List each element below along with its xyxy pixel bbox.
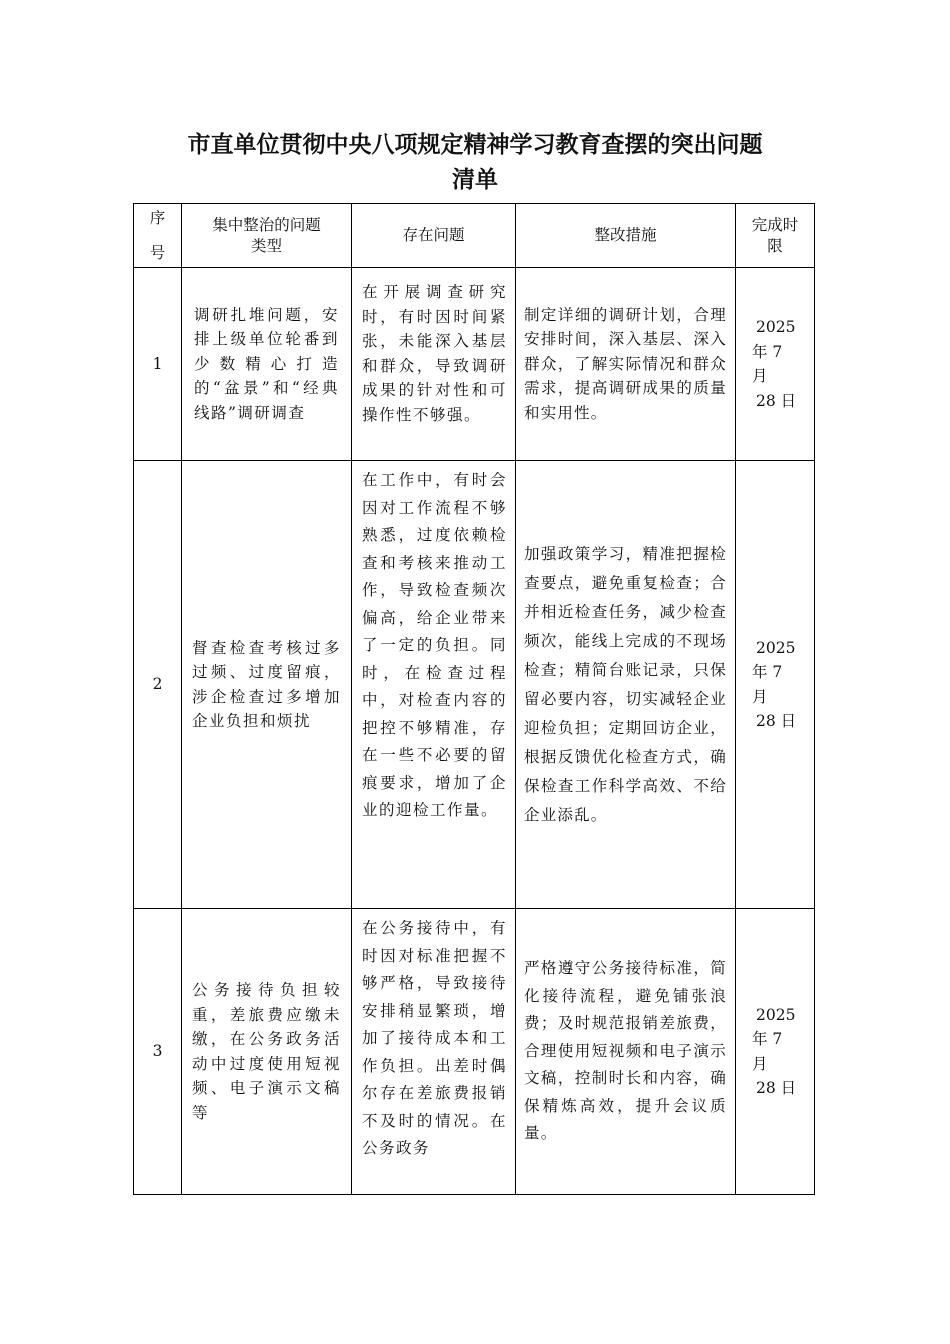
header-problem: 存在问题	[352, 204, 516, 268]
header-index-line2: 号	[149, 243, 166, 262]
row-deadline-year: 2025	[756, 318, 796, 336]
row-deadline	[736, 909, 815, 1195]
header-index-line1: 序	[149, 209, 166, 227]
issue-list-table	[133, 203, 815, 1195]
table-header-row	[134, 204, 815, 268]
row-measure-text: 严格遵守公务接待标准，简化接待流程，避免铺张浪费；及时规范报销差旅费，合理使用短视频和电子演示文稿，控制时长和内容，确保精炼高效，提升会议质量。	[524, 959, 727, 1143]
row-deadline	[736, 461, 815, 909]
row-index: 3	[134, 909, 182, 1195]
row-deadline-day: 28 日	[756, 712, 797, 730]
row-measure	[516, 909, 736, 1195]
header-deadline-line2: 限	[767, 236, 783, 255]
row-measure-text: 制定详细的调研计划，合理安排时间，深入基层、深入群众，了解实际情况和群众需求，提高调研成果的质量和实用性。	[524, 305, 727, 422]
row-deadline-m: 月	[752, 367, 768, 385]
row-deadline-m: 月	[752, 687, 768, 706]
header-issue-type-line2: 类型	[250, 236, 282, 255]
row-deadline-month: 年 7	[752, 663, 783, 681]
row-issue-type	[182, 461, 352, 909]
row-deadline-year: 2025	[756, 1005, 796, 1024]
row-issue-type	[182, 268, 352, 461]
header-measure: 整改措施	[516, 204, 736, 268]
row-deadline-m: 月	[752, 1054, 768, 1073]
row-issue-type	[182, 909, 352, 1195]
row-problem-text: 在开展调查研究时，有时因时间紧张，未能深入基层和群众，导致调研成果的针对性和可操作性不够强。	[362, 283, 507, 424]
row-problem	[352, 909, 516, 1195]
row-measure	[516, 268, 736, 461]
row-problem-text: 在公务接待中，有时因对标准把握不够严格，导致接待安排稍显繁琐，增加了接待成本和工作负担。出差时偶尔存在差旅费报销不及时的情况。在公务政务	[362, 919, 507, 1157]
header-deadline-line1: 完成时	[751, 215, 799, 234]
row-problem	[352, 461, 516, 909]
row-deadline	[736, 268, 815, 461]
row-deadline-month: 年 7	[752, 342, 783, 361]
page-title: 市直单位贯彻中央八项规定精神学习教育查摆的突出问题	[187, 132, 763, 158]
page-title-continued: 清单	[452, 167, 498, 193]
header-deadline	[736, 204, 815, 268]
row-issue-type-text: 公务接待负担较重，差旅费应缴未缴，在公务政务活动中过度使用短视频、电子演示文稿等	[192, 981, 341, 1122]
row-index: 2	[134, 461, 182, 909]
row-deadline-day: 28 日	[756, 1079, 797, 1097]
table-row	[134, 268, 815, 461]
row-problem-text: 在工作中，有时会因对工作流程不够熟悉，过度依赖检查和考核来推动工作，导致检查频次偏高，给企业带来了一定的负担。同时，在检查过程中，对检查内容的把控不够精准，存在一些不必要的留痕要求，增加了企业的迎检工作量。	[362, 471, 507, 819]
row-measure-text: 加强政策学习，精准把握检查要点，避免重复检查；合并相近检查任务，减少检查频次，能线上完成的不现场检查；精简台账记录，只保留必要内容，切实减轻企业迎检负担；定期回访企业，根据反馈优化检查方式，确保检查工作科学高效、不给企业添乱。	[524, 544, 727, 824]
row-deadline-day: 28 日	[756, 391, 797, 410]
table-row	[134, 461, 815, 909]
row-problem	[352, 268, 516, 461]
row-issue-type-text: 调研扎堆问题，安排上级单位轮番到少数精心打造的“盆景”和“经典线路”调研调查	[194, 305, 339, 422]
row-measure	[516, 461, 736, 909]
header-index	[134, 204, 182, 268]
header-issue-type	[182, 204, 352, 268]
row-issue-type-text: 督查检查考核过多过频、过度留痕，涉企检查过多增加企业负担和烦扰	[192, 638, 341, 730]
row-index: 1	[134, 268, 182, 461]
row-deadline-month: 年 7	[752, 1030, 783, 1048]
header-issue-type-line1: 集中整治的问题	[212, 215, 321, 234]
row-deadline-year: 2025	[756, 638, 796, 657]
table-row	[134, 909, 815, 1195]
